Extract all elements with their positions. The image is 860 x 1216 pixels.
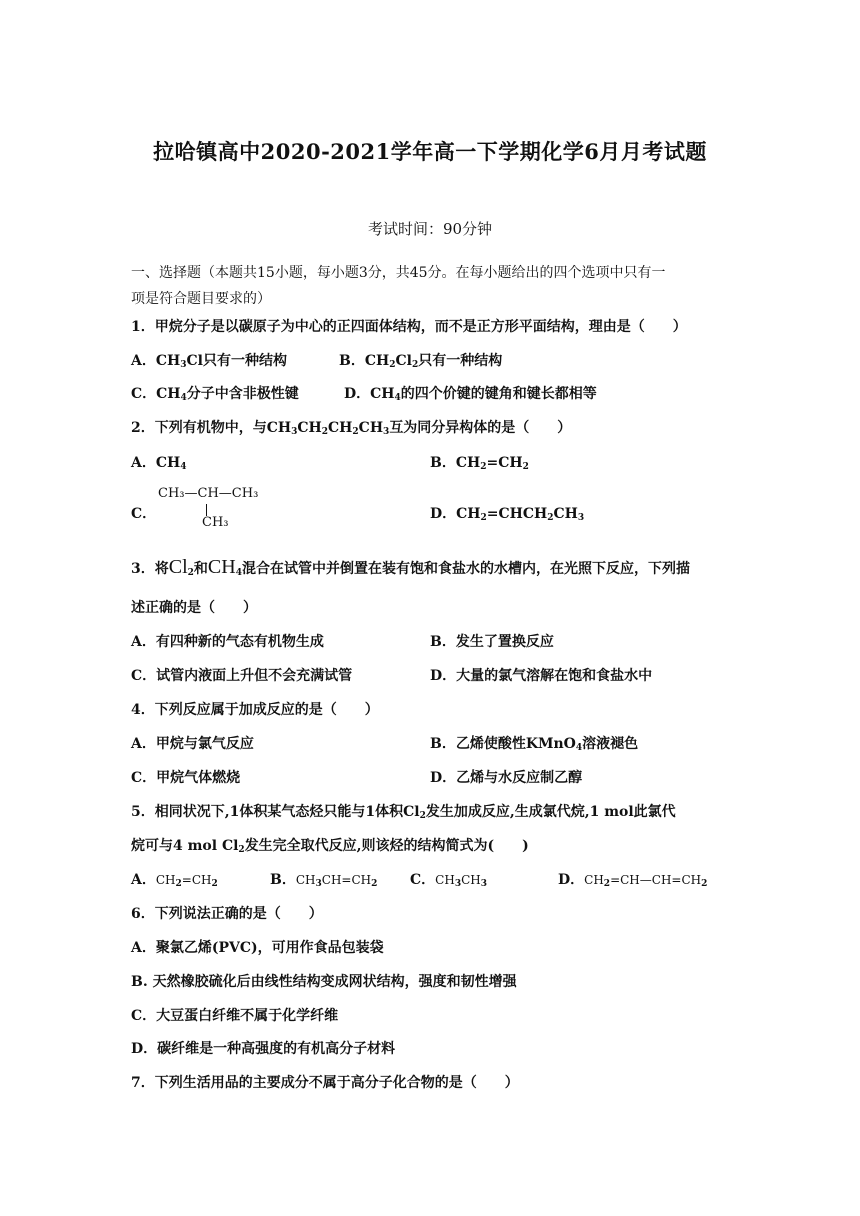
q7-stem: 7．下列生活用品的主要成分不属于高分子化合物的是（ ） bbox=[131, 1075, 519, 1091]
section-instructions-line1: 一、选择题（本题共15小题，每小题3分，共45分。在每小题给出的四个选项中只有一 bbox=[131, 265, 666, 281]
exam-time: 考试时间：90分钟 bbox=[367, 220, 493, 238]
q3-option-d: D．大量的氯气溶解在饱和食盐水中 bbox=[430, 668, 653, 684]
q3-option-c: C．试管内液面上升但不会充满试管 bbox=[131, 668, 353, 684]
q5-option-b: B．$CH_3CH=CH_2$ bbox=[270, 872, 378, 889]
structure-main-chain: CH₃—CH—CH₃ bbox=[158, 486, 259, 501]
structure-branch: CH₃ bbox=[202, 515, 229, 530]
q5-stem-line2: 烷可与4 mol $Cl_2$发生完全取代反应,则该烃的结构简式为( ) bbox=[131, 838, 529, 855]
q6-option-a: A．聚氯乙烯(PVC)，可用作食品包装袋 bbox=[131, 940, 384, 956]
q4-option-d: D．乙烯与水反应制乙醇 bbox=[430, 770, 583, 786]
q4-stem: 4．下列反应属于加成反应的是（ ） bbox=[131, 702, 379, 718]
q4-option-c: C．甲烷气体燃烧 bbox=[131, 770, 241, 786]
q3-option-b: B．发生了置换反应 bbox=[430, 634, 554, 650]
q5-stem-line1: 5．相同状况下,1体积某气态烃只能与1体积$Cl_2$发生加成反应,生成氯代烷,1 mol此氯代 bbox=[131, 804, 676, 821]
q6-stem: 6．下列说法正确的是（ ） bbox=[131, 906, 323, 922]
q2-stem: 2．下列有机物中，与$CH_3CH_2CH_2CH_3$互为同分异构体的是（ ） bbox=[131, 420, 572, 437]
q6-option-c: C．大豆蛋白纤维不属于化学纤维 bbox=[131, 1008, 339, 1024]
page-title: 拉哈镇高中2020-2021学年高一下学期化学6月月考试题 bbox=[153, 139, 707, 164]
q1-option-c: C．$CH_4$分子中含非极性键 bbox=[131, 386, 299, 403]
q3-stem-line1: 3．将$Cl_2$和$CH_4$混合在试管中并倒置在装有饱和食盐水的水槽内，在光照下反应，下列描 bbox=[131, 556, 690, 578]
q6-option-b: B. 天然橡胶硫化后由线性结构变成网状结构，强度和韧性增强 bbox=[131, 974, 517, 990]
section-instructions-line2: 项是符合题目要求的） bbox=[131, 291, 271, 307]
q5-option-d: D．$CH_2=CH—CH=CH_2$ bbox=[558, 872, 708, 889]
q5-option-c: C．$CH_3CH_3$ bbox=[410, 872, 487, 889]
q1-option-b: B．$CH_2Cl_2$只有一种结构 bbox=[339, 353, 503, 370]
q4-option-b: B．乙烯使酸性KMnO$_4$溶液褪色 bbox=[430, 736, 639, 753]
q2-option-b: B．$CH_2=CH_2$ bbox=[430, 455, 529, 472]
q2-option-d: D．$CH_2=CHCH_2CH_3$ bbox=[430, 506, 585, 523]
q1-option-d: D．$CH_4$的四个价键的键角和键长都相等 bbox=[344, 386, 597, 403]
q2-option-a: A．$CH_4$ bbox=[131, 455, 187, 472]
q1-stem: 1．甲烷分子是以碳原子为中心的正四面体结构，而不是正方形平面结构，理由是（ ） bbox=[131, 319, 687, 335]
q3-stem-line2: 述正确的是（ ） bbox=[131, 600, 257, 616]
q6-option-d: D．碳纤维是一种高强度的有机高分子材料 bbox=[131, 1041, 396, 1057]
q4-option-a: A．甲烷与氯气反应 bbox=[131, 736, 254, 752]
q1-option-a: A．$CH_3Cl$只有一种结构 bbox=[131, 353, 287, 370]
q5-option-a: A．$CH_2=CH_2$ bbox=[131, 872, 218, 889]
q3-option-a: A．有四种新的气态有机物生成 bbox=[131, 634, 324, 650]
q2-option-c-label: C． bbox=[131, 506, 157, 522]
